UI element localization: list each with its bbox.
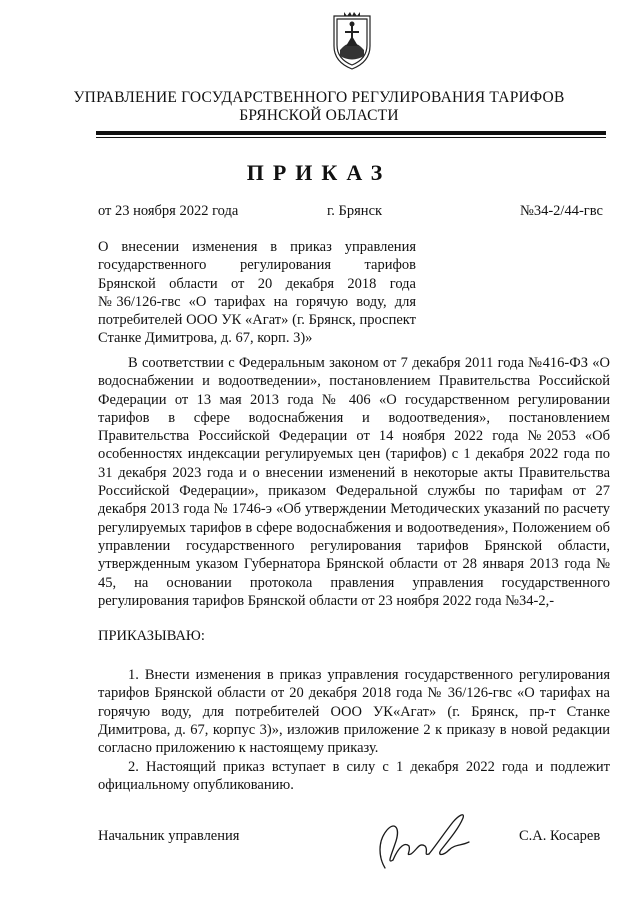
signatory-name: С.А. Косарев bbox=[519, 828, 601, 844]
coat-of-arms-icon bbox=[330, 10, 374, 72]
org-name-line-1: УПРАВЛЕНИЕ ГОСУДАРСТВЕННОГО РЕГУЛИРОВАНИЯ ТАРИФОВ bbox=[73, 89, 565, 106]
preamble-paragraph: В соответствии с Федеральным законом от 7 декабря 2011 года №416-ФЗ «О водоснабжении и водоотведении», постановлением Правительства Российской Федерации от 13 мая 2013 года № 406 «О государственном регулировании тарифов в сфере водоснабжения и водоотведения», постановлением Правительства Российской Федерации от 14 ноября 2022 года №2053 «Об особенностях индексации регулируемых цен (тарифов) с 1 декабря 2022 года по 31 декабря 2023 года и о внесении изменений в некоторые акты Правительства Российской Федерации», приказом Федеральной службы по тарифам от 27 декабря 2013 года № 1746-э «Об утверждении Методических указаний по расчету регулируемых тарифов в сфере водоснабжения и водоотведения», Положением об управлении государственного регулирования тарифов Брянской области, утвержденным указом Губернатора Брянской области от 28 января 2013 года № 45, на основании протокола правления управления государственного регулирования тарифов Брянской области от 23 ноября 2022 года №34-2,- bbox=[98, 355, 610, 609]
org-name-line-2: БРЯНСКОЙ ОБЛАСТИ bbox=[239, 107, 399, 124]
document-subject: О внесении изменения в приказ управления государственного регулирования тарифов Брянской области от 20 декабря 2018 года №36/126-гвс «О тарифах на горячую воду, для потребителей ООО УК «Агат» (г. Брянск, проспект Станке Димитрова, д. 67, корп. 3)» bbox=[98, 239, 416, 347]
document-number: №34-2/44-гвс bbox=[520, 203, 603, 219]
document-city: г. Брянск bbox=[327, 203, 383, 219]
signatory-position: Начальник управления bbox=[98, 828, 240, 844]
order-item-2: 2. Настоящий приказ вступает в силу с 1 декабря 2022 года и подлежит официальному опубликованию. bbox=[98, 759, 610, 794]
order-item-1: 1. Внести изменения в приказ управления государственного регулирования тарифов Брянской области от 20 декабря 2018 года № 36/126-гвс «О тарифах на горячую воду, для потребителей ООО УК«Агат» (г. Брянск, пр-т Станке Димитрова, д. 67, корпус 3)», изложив приложение 2 к приказу в новой редакции согласно приложению к настоящему приказу. bbox=[98, 667, 610, 757]
order-word: ПРИКАЗЫВАЮ: bbox=[98, 628, 205, 644]
header-rule bbox=[96, 131, 606, 135]
signature-icon bbox=[365, 806, 485, 876]
document-title: ПРИКАЗ bbox=[246, 160, 392, 185]
document-date: от 23 ноября 2022 года bbox=[98, 203, 239, 219]
header-rule-thin bbox=[96, 137, 606, 138]
